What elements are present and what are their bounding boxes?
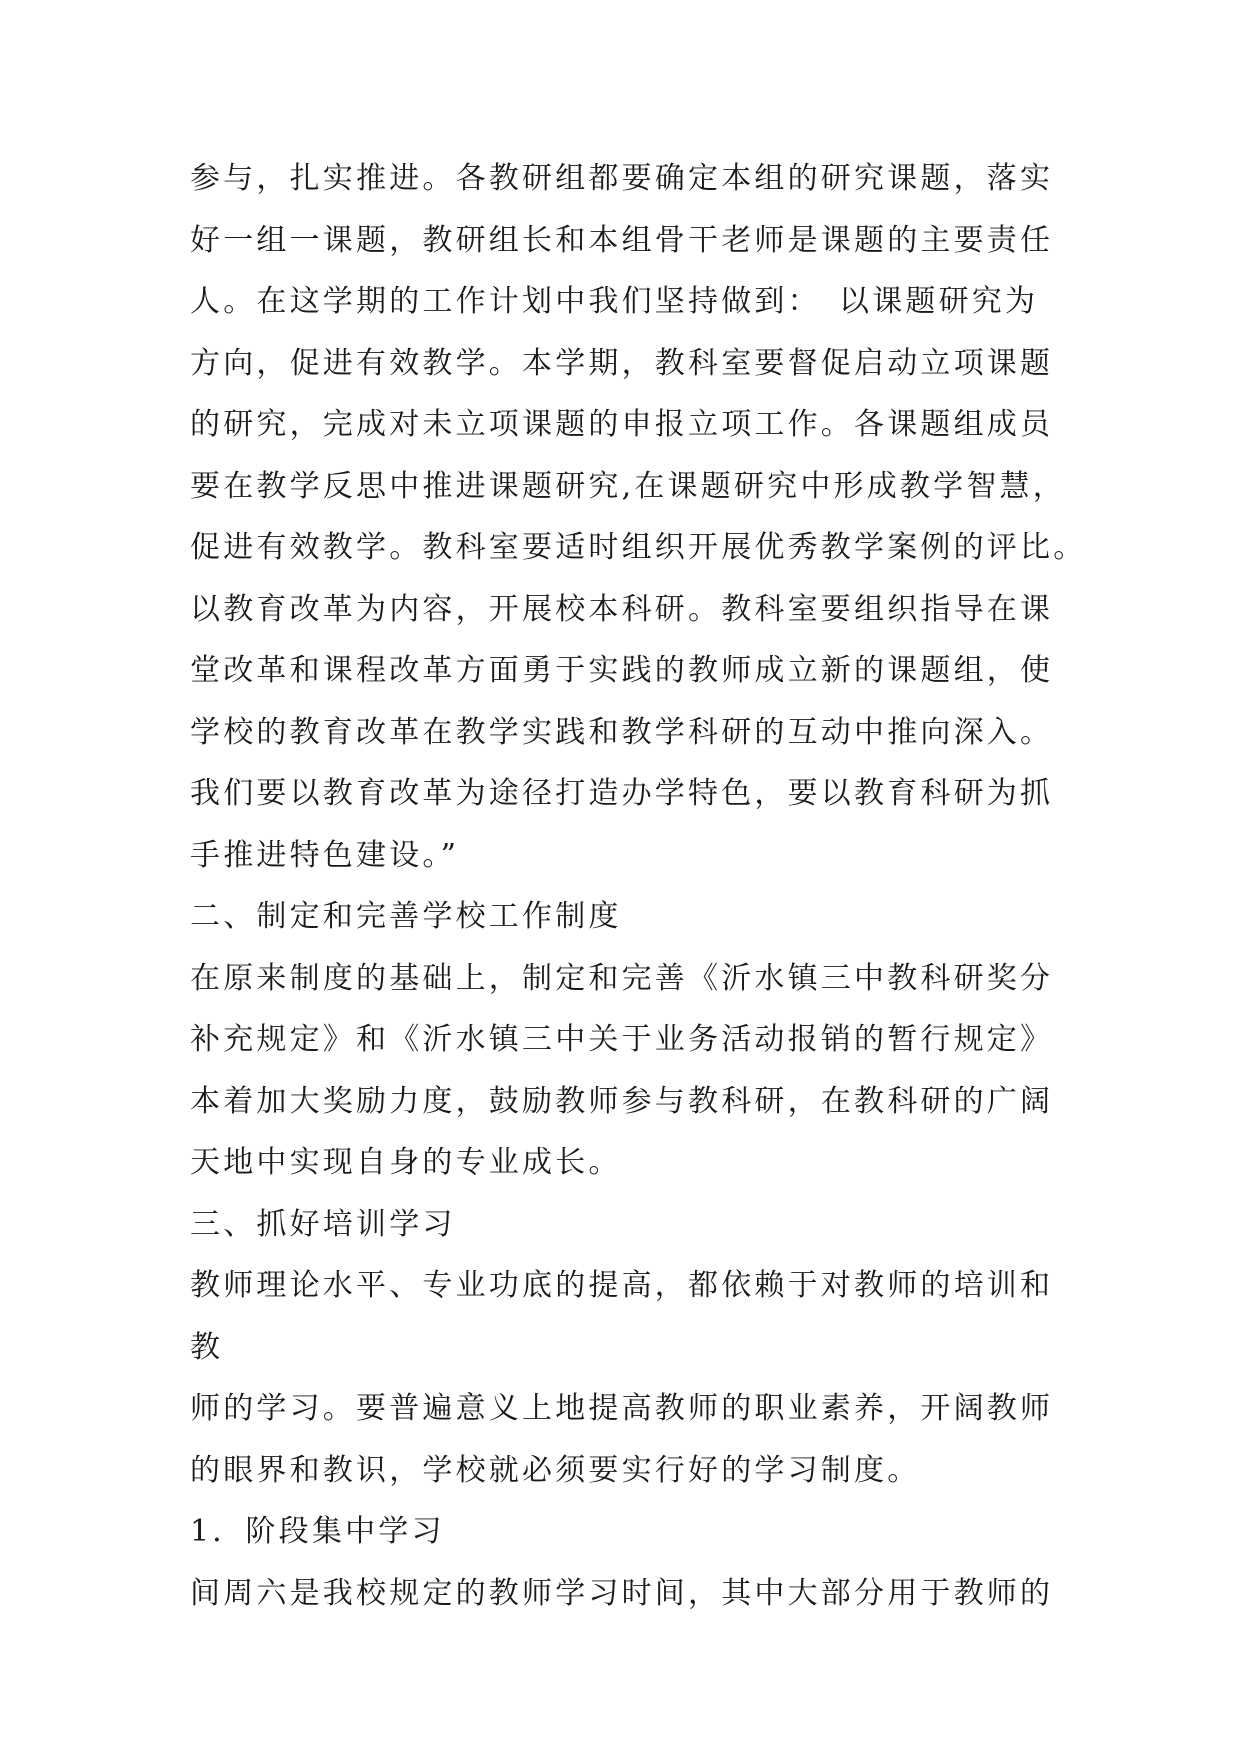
- section-heading: 三、抓好培训学习: [190, 1206, 456, 1242]
- body-line: 天地中实现自身的专业成长。: [190, 1145, 622, 1180]
- body-line: 方向，促进有效教学。本学期，教科室要督促启动立项课题: [190, 345, 1054, 381]
- body-line: 在原来制度的基础上，制定和完善《沂水镇三中教科研奖分: [190, 960, 1054, 996]
- section-heading: 二、制定和完善学校工作制度: [190, 899, 622, 934]
- body-line: 学校的教育改革在教学实践和教学科研的互动中推向深入。: [190, 714, 1054, 750]
- body-line: 参与，扎实推进。各教研组都要确定本组的研究课题，落实: [190, 161, 1054, 196]
- body-line: 的研究，完成对未立项课题的申报立项工作。各课题组成员: [190, 407, 1054, 442]
- body-line: 促进有效教学。教科室要适时组织开展优秀教学案例的评比。: [190, 530, 1087, 565]
- subsection-heading: 1．阶段集中学习: [190, 1514, 445, 1549]
- body-line: 教: [190, 1329, 224, 1365]
- body-line: 间周六是我校规定的教师学习时间，其中大部分用于教师的: [190, 1575, 1054, 1611]
- body-line: 我们要以教育改革为途径打造办学特色，要以教育科研为抓: [190, 776, 1054, 811]
- body-line: 人。在这学期的工作计划中我们坚持做到： 以课题研究为: [190, 284, 1039, 319]
- body-line: 师的学习。要普遍意义上地提高教师的职业素养，开阔教师: [190, 1391, 1054, 1426]
- body-line: 以教育改革为内容，开展校本科研。教科室要组织指导在课: [190, 591, 1054, 627]
- body-line: 手推进特色建设。”: [190, 837, 460, 873]
- body-line: 补充规定》和《沂水镇三中关于业务活动报销的暂行规定》: [190, 1022, 1054, 1057]
- body-line: 好一组一课题，教研组长和本组骨干老师是课题的主要责任: [190, 222, 1054, 258]
- document-body: [190, 148, 1087, 1624]
- body-line: 本着加大奖励力度，鼓励教师参与教科研，在教科研的广阔: [190, 1083, 1054, 1119]
- body-line: 教师理论水平、专业功底的提高，都依赖于对教师的培训和: [190, 1268, 1054, 1303]
- body-line: 要在教学反思中推进课题研究,在课题研究中形成教学智慧，: [190, 468, 1066, 504]
- body-line: 的眼界和教识，学校就必须要实行好的学习制度。: [190, 1452, 921, 1488]
- body-line: 堂改革和课程改革方面勇于实践的教师成立新的课题组，使: [190, 653, 1054, 688]
